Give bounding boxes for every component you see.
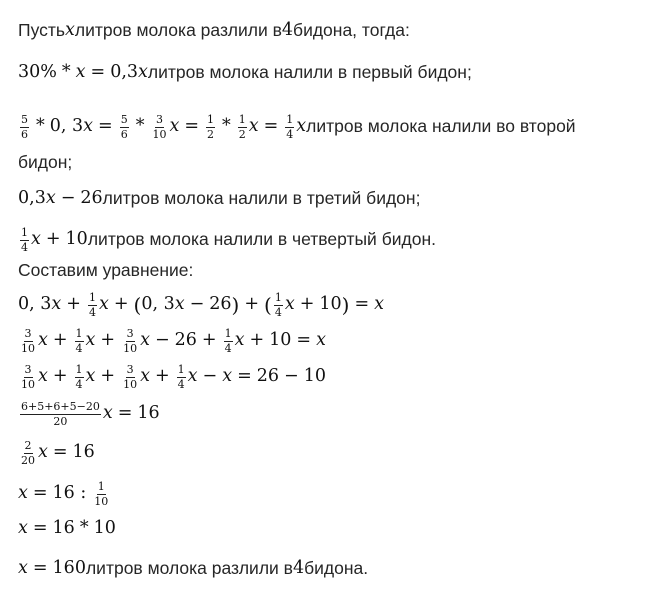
math-var: x bbox=[374, 294, 385, 315]
text-fragment: литров молока налили в четвертый бидон. bbox=[87, 229, 436, 250]
line-compose-equation bbox=[18, 262, 193, 280]
math-var: x bbox=[98, 294, 109, 315]
math-var: x bbox=[38, 330, 48, 351]
math-number: 26 bbox=[174, 330, 197, 351]
math-operator: = bbox=[354, 294, 370, 315]
fraction: $\frac{5}{6}$ bbox=[120, 113, 128, 141]
math-var: x bbox=[316, 330, 326, 351]
fraction: $\frac{1}{4}$ bbox=[286, 113, 294, 141]
math-var: x bbox=[169, 116, 180, 137]
math-number: 0, 3 bbox=[18, 294, 52, 315]
math-operator: + bbox=[113, 294, 129, 315]
math-operator: + bbox=[100, 330, 116, 351]
math-operator: = bbox=[263, 116, 279, 137]
math-var: x bbox=[234, 330, 245, 351]
math-number: 26 bbox=[209, 294, 232, 315]
math-number: 16 bbox=[52, 518, 75, 538]
fraction: $\frac{1}{4}$ bbox=[75, 327, 83, 355]
math-var: x bbox=[38, 442, 48, 463]
math-var: x bbox=[296, 116, 307, 137]
fraction: $\frac{6+5+6+5-20}{20}$ bbox=[21, 400, 100, 428]
fraction: $\frac{1}{4}$ bbox=[224, 327, 232, 355]
math-operator: − bbox=[202, 366, 218, 387]
math-number: 0,3 bbox=[18, 188, 46, 208]
math-operator: − bbox=[154, 330, 170, 351]
text-fragment: литров молока налили во второй bbox=[306, 116, 576, 137]
equation-step-3 bbox=[18, 364, 326, 390]
text-fragment: литров молока разлили в bbox=[74, 20, 282, 40]
fraction: $\frac{3}{10}$ bbox=[152, 113, 167, 141]
equation-step-7 bbox=[18, 520, 116, 538]
math-operator: − bbox=[60, 188, 76, 208]
fraction: $\frac{5}{6}$ bbox=[21, 113, 28, 141]
math-operator: + bbox=[244, 294, 260, 315]
math-paren: ) bbox=[341, 293, 350, 318]
math-var: x bbox=[18, 483, 28, 504]
math-number: 0,3 bbox=[110, 62, 139, 82]
math-operator: − bbox=[189, 294, 205, 315]
line-fourth-can bbox=[18, 227, 436, 253]
math-var: x bbox=[187, 366, 198, 387]
math-var: x bbox=[222, 366, 233, 387]
math-operator: * bbox=[222, 116, 231, 137]
math-var: x bbox=[138, 62, 148, 82]
math-var: x bbox=[140, 330, 150, 351]
math-var: x bbox=[102, 403, 113, 424]
math-operator: = bbox=[90, 62, 106, 82]
text-fragment: бидон; bbox=[18, 152, 73, 172]
math-var: x bbox=[248, 116, 259, 137]
math-operator: − bbox=[284, 366, 299, 387]
math-operator: * bbox=[79, 518, 89, 538]
math-var: x bbox=[51, 294, 62, 315]
fraction: $\frac{3}{10}$ bbox=[21, 363, 35, 391]
math-operator: * bbox=[61, 62, 71, 82]
math-number: 4 bbox=[292, 558, 305, 578]
math-var: x bbox=[140, 366, 150, 387]
math-operator: = bbox=[32, 518, 48, 538]
math-operator: * bbox=[135, 116, 145, 137]
fraction: $\frac{1}{2}$ bbox=[207, 113, 214, 141]
math-number: 26 bbox=[80, 188, 103, 208]
math-number: 10 bbox=[65, 229, 88, 250]
math-operator: + bbox=[52, 366, 68, 387]
math-operator: = bbox=[98, 116, 113, 137]
fraction: $\frac{1}{4}$ bbox=[88, 291, 96, 319]
fraction: $\frac{3}{10}$ bbox=[21, 327, 35, 355]
line-second-can bbox=[18, 114, 576, 140]
equation-step-5 bbox=[18, 440, 95, 466]
math-paren: ) bbox=[231, 293, 240, 318]
math-var: x bbox=[85, 330, 96, 351]
math-operator: + bbox=[100, 366, 116, 387]
math-paren: ( bbox=[133, 293, 142, 318]
math-operator: + bbox=[201, 330, 217, 351]
fraction: $\frac{3}{10}$ bbox=[123, 363, 138, 391]
line-second-can-cont bbox=[18, 154, 72, 172]
fraction: $\frac{1}{10}$ bbox=[94, 480, 109, 508]
math-var: x bbox=[18, 558, 28, 578]
math-var: x bbox=[83, 116, 94, 137]
fraction: $\frac{1}{2}$ bbox=[238, 113, 246, 141]
math-var: x bbox=[45, 188, 56, 208]
equation-step-2 bbox=[18, 328, 326, 354]
math-var: x bbox=[85, 366, 96, 387]
line-first-can bbox=[18, 64, 472, 82]
math-var: x bbox=[18, 518, 28, 538]
math-number: 10 bbox=[303, 366, 326, 387]
fraction: $\frac{1}{4}$ bbox=[274, 291, 282, 319]
math-number: 160 bbox=[52, 558, 86, 578]
equation-step-6 bbox=[18, 481, 111, 507]
math-operator: + bbox=[249, 330, 265, 351]
line-answer bbox=[18, 560, 368, 578]
equation-step-4 bbox=[18, 401, 160, 427]
fraction: $\frac{2}{20}$ bbox=[21, 439, 35, 467]
line-intro bbox=[18, 22, 410, 40]
math-var: x bbox=[31, 229, 41, 250]
math-operator: + bbox=[52, 330, 68, 351]
math-number: 4 bbox=[281, 20, 294, 40]
fraction: $\frac{1}{4}$ bbox=[75, 363, 83, 391]
math-operator: + bbox=[66, 294, 81, 315]
math-operator: = bbox=[184, 116, 199, 137]
math-operator: = bbox=[32, 558, 48, 578]
math-number: 0, 3 bbox=[141, 294, 175, 315]
fraction: $\frac{3}{10}$ bbox=[123, 327, 138, 355]
math-var: x bbox=[65, 20, 75, 40]
text-fragment: Пусть bbox=[18, 20, 66, 40]
math-operator: + bbox=[299, 294, 315, 315]
math-number: 10 bbox=[93, 518, 116, 538]
equation-step-1 bbox=[18, 292, 384, 318]
math-var: x bbox=[38, 366, 48, 387]
math-number: 16 bbox=[72, 442, 95, 463]
math-number: 26 bbox=[256, 366, 280, 387]
math-number: 30% bbox=[18, 62, 57, 82]
text-fragment: бидона. bbox=[304, 558, 369, 578]
text-fragment: литров молока разлили в bbox=[85, 558, 293, 578]
math-var: x bbox=[284, 294, 295, 315]
math-operator: = bbox=[52, 442, 68, 463]
math-number: 0, 3 bbox=[49, 116, 84, 137]
text-fragment: литров молока налили в третий бидон; bbox=[102, 188, 421, 208]
math-var: x bbox=[174, 294, 185, 315]
math-paren: ( bbox=[264, 293, 272, 318]
text-fragment: Составим уравнение: bbox=[18, 260, 194, 280]
text-fragment: литров молока налили в первый бидон; bbox=[147, 62, 472, 82]
fraction: $\frac{1}{4}$ bbox=[177, 363, 185, 391]
math-number: 16 bbox=[137, 403, 160, 424]
math-var: x bbox=[75, 62, 86, 82]
math-number: 10 bbox=[319, 294, 342, 315]
math-operator: = bbox=[296, 330, 312, 351]
math-number: 16 : bbox=[52, 483, 87, 504]
math-operator: + bbox=[154, 366, 170, 387]
math-operator: * bbox=[36, 116, 45, 137]
line-third-can bbox=[18, 190, 420, 208]
math-operator: = bbox=[32, 483, 48, 504]
math-operator: = bbox=[117, 403, 133, 424]
math-operator: = bbox=[237, 366, 252, 387]
math-number: 10 bbox=[269, 330, 292, 351]
text-fragment: бидона, тогда: bbox=[293, 20, 410, 40]
fraction: $\frac{1}{4}$ bbox=[21, 226, 28, 254]
math-operator: + bbox=[45, 229, 61, 250]
